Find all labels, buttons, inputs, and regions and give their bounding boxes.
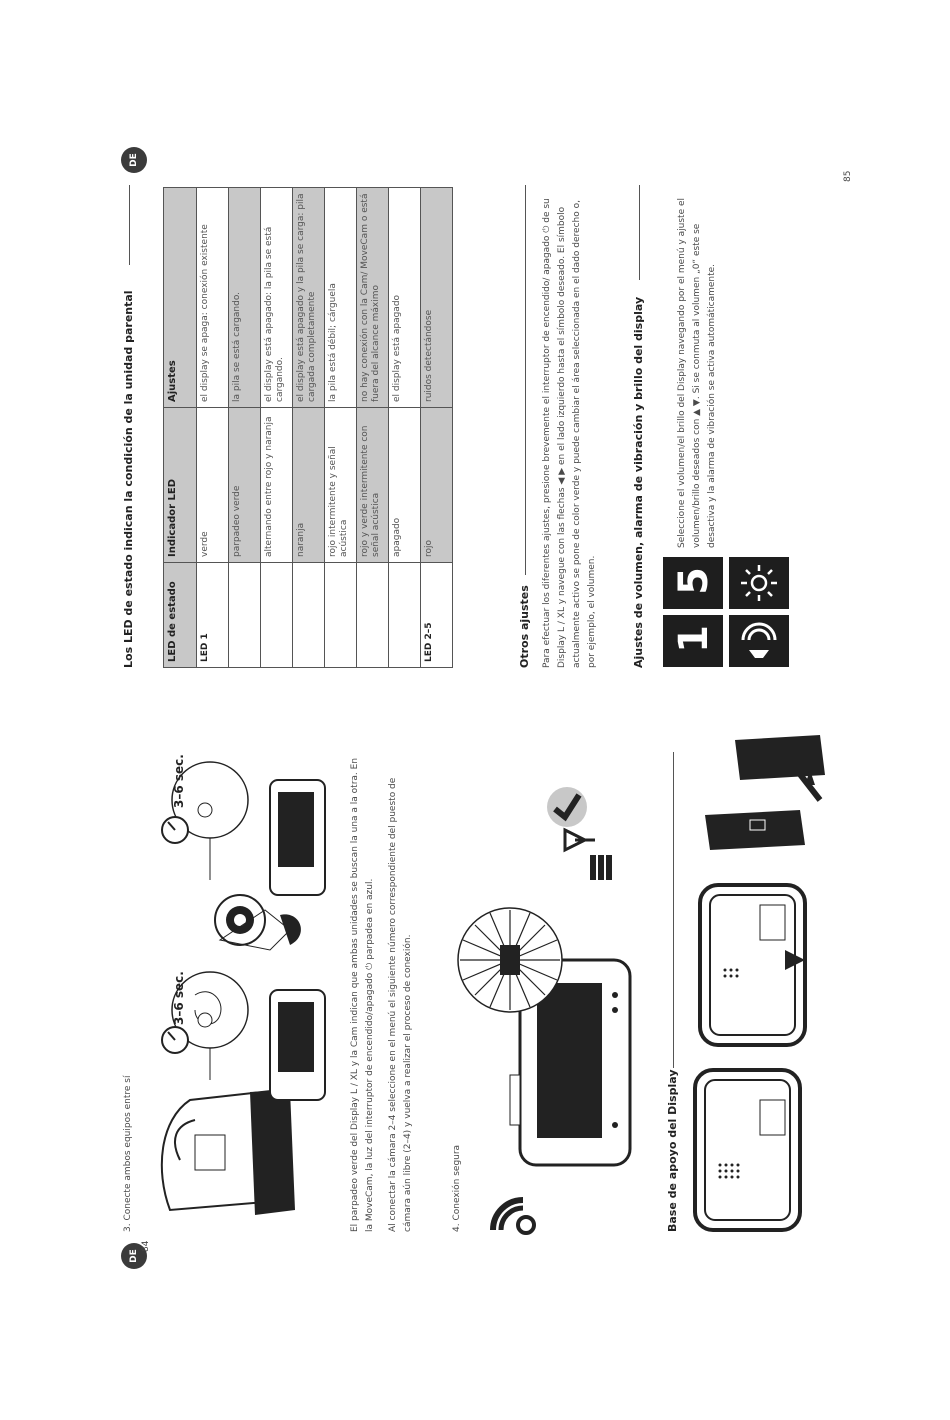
table-header-cell: LED de estado — [164, 563, 197, 668]
indicator-cell: alternando entre rojo y naranja — [261, 408, 293, 563]
table-row — [197, 188, 229, 668]
monitor-icon — [270, 990, 325, 1100]
indicator-cell: rojo y verde intermitente con señal acústica — [357, 408, 389, 563]
table-row — [357, 188, 389, 668]
brightness-icon — [735, 561, 783, 605]
language-badge-right: DE — [121, 147, 147, 173]
led-table-heading-rule — [129, 185, 130, 265]
indicator-cell: apagado — [389, 408, 421, 563]
led-cell — [293, 563, 325, 668]
display-stand-back-icon — [690, 1065, 805, 1235]
led-cell: LED 2–5 — [421, 563, 453, 668]
table-header-row — [164, 188, 197, 668]
step-3-text: 3. Conecte ambos equipos entre sí — [123, 1075, 133, 1232]
camera-icon — [162, 1090, 295, 1215]
setting-cell: la pila se está cargando. — [229, 188, 261, 408]
section-heading-base: Base de apoyo del Display — [666, 1069, 679, 1232]
table-row — [389, 188, 421, 668]
paragraph-2: Al conectar la cámara 2–4 seleccione en el menú el siguiente número correspondiente del puesto de cámara aún libre (2–4) y vuelva a realizar el proceso de conexión. — [388, 777, 413, 1232]
table-row — [229, 188, 261, 668]
step-4-text: 4. Conexión segura — [452, 1144, 462, 1232]
indicator-cell: rojo intermitente y señal acústica — [325, 408, 357, 563]
page-number-left: 84 — [141, 1240, 151, 1252]
language-badge-left: DE — [121, 1243, 147, 1269]
led-cell — [357, 563, 389, 668]
volume-icon — [735, 620, 783, 662]
setting-cell: la pila está débil; cárguela — [325, 188, 357, 408]
volumen-heading: Ajustes de volumen, alarma de vibración y brillo del display — [632, 296, 645, 668]
table-row — [293, 188, 325, 668]
table-header-cell: Ajustes — [164, 188, 197, 408]
otros-ajustes-heading: Otros ajustes — [518, 585, 531, 668]
setting-cell: no hay conexión con la Cam/ MoveCam o está fuera del alcance máximo — [357, 188, 389, 408]
display-stand-open-icon — [695, 880, 815, 1050]
indicator-cell: verde — [197, 408, 229, 563]
indicator-cell: rojo — [421, 408, 453, 563]
checkmark-icon — [545, 785, 590, 830]
setting-cell: ruidos detectándose — [421, 188, 453, 408]
link-signal-icon — [488, 1195, 538, 1235]
setting-cell: el display está apagado y la pila se carga: pila cargada completamente — [293, 188, 325, 408]
paragraph-1: El parpadeo verde del Display L / XL y la Cam indican que ambas unidades se buscan la una a la otra. En la MoveCam, la luz del interruptor de encendido/apagado ⏻ parpadea en azul. — [350, 757, 375, 1232]
indicator-cell: parpadeo verde — [229, 408, 261, 563]
led-status-table-wrapper — [163, 188, 453, 668]
led-cell — [325, 563, 357, 668]
setting-cell: el display está apagado — [389, 188, 421, 408]
page-number-right: 85 — [843, 170, 853, 182]
time-label-1: 3–6 sec. — [172, 971, 186, 1025]
led-cell: LED 1 — [197, 563, 229, 668]
display-stand-tilt-icon — [730, 730, 830, 810]
led-status-table — [163, 187, 453, 668]
volumen-text: Seleccione el volumen/el brillo del Display navegando por el menú y ajuste el volumen/brillo deseados con ▲ ▼. Si se conmuta al volumen „0“ este se desactiva y la alarma de vibración se activa automáticamente. — [677, 197, 717, 548]
led-cell — [261, 563, 293, 668]
table-row — [421, 188, 453, 668]
starburst-icon — [455, 905, 565, 1015]
signal-strength-icon — [560, 825, 615, 895]
table-row — [325, 188, 357, 668]
time-label-2: 3–6 sec. — [172, 754, 186, 808]
led-cell — [389, 563, 421, 668]
setting-cell: el display se apaga: conexión existente — [197, 188, 229, 408]
table-header-cell: Indicador LED — [164, 408, 197, 563]
brightness-level-number: 5 — [671, 567, 717, 595]
otros-ajustes-rule — [525, 185, 526, 575]
setting-cell: el display está apagado: la pila se está cargando. — [261, 188, 293, 408]
led-cell — [229, 563, 261, 668]
movecam-icon — [215, 895, 301, 950]
table-row — [261, 188, 293, 668]
otros-ajustes-text: Para efectuar los diferentes ajustes, presione brevemente el interruptor de encendido/ apagado ⏻ de su Display L / XL y navegue con las flechas ◀ ▶ en el lado izquierdo hasta el símbolo deseado. El símbolo actualmente activo se pone de color verde y puede cambiar el área seleccionada en el dado derecho o, por ejemplo, el volumen. — [542, 198, 597, 668]
section-heading-rule — [673, 752, 674, 1068]
led-table-heading: Los LED de estado indican la condición de la unidad parental — [122, 290, 135, 668]
volume-level-number: 1 — [671, 625, 717, 653]
display-side-icon — [700, 805, 810, 855]
volumen-rule — [639, 185, 640, 280]
indicator-cell: naranja — [293, 408, 325, 563]
